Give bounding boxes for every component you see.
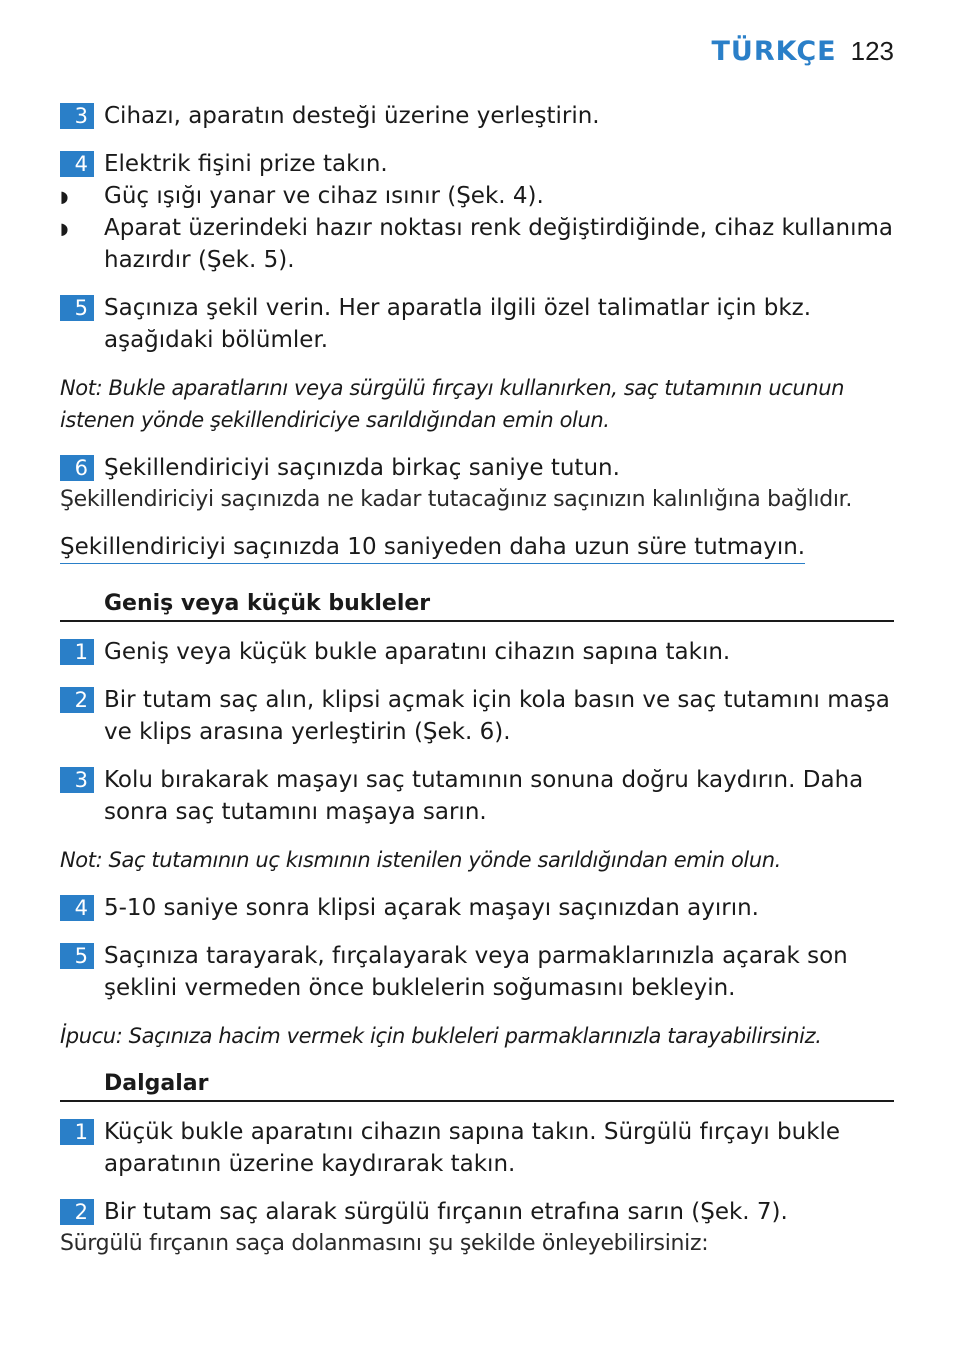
step-item (60, 292, 894, 356)
step-number: 2 (60, 1199, 94, 1225)
step-item (60, 148, 894, 180)
info-text: Sürgülü fırçanın saça dolanmasını şu şekilde önleyebilirsiniz: (60, 1231, 709, 1256)
step-number: 3 (60, 103, 94, 129)
step-item (60, 100, 894, 132)
step-text: Şekillendiriciyi saçınızda birkaç saniye tutun. (104, 455, 620, 481)
step-text: Bir tutam saç alın, klipsi açmak için kola basın ve saç tutamını maşa ve klips arasına yerleştirin (Şek. 6). (104, 687, 890, 745)
step-number: 2 (60, 687, 94, 713)
step-text: Cihazı, aparatın desteği üzerine yerleştirin. (104, 103, 600, 129)
step-item (60, 636, 894, 668)
step-number: 4 (60, 895, 94, 921)
step-item (60, 940, 894, 1004)
result-bullet (60, 180, 894, 212)
step-number: 5 (60, 943, 94, 969)
note-text: Not: Saç tutamının uç kısmının istenilen yönde sarıldığından emin olun. (60, 848, 781, 872)
step-number: 3 (60, 767, 94, 793)
result-bullet (60, 212, 894, 276)
step-text: Elektrik fişini prize takın. (104, 151, 388, 177)
step-item (60, 452, 894, 484)
step-item (60, 684, 894, 748)
language-label: TÜRKÇE (711, 36, 837, 67)
page-header (712, 36, 895, 67)
step-number: 4 (60, 151, 94, 177)
step-number: 1 (60, 1119, 94, 1145)
step-text: Saçınıza tarayarak, fırçalayarak veya parmaklarınızla açarak son şeklini vermeden önce buklelerin soğumasını bekleyin. (104, 943, 848, 1001)
step-text: 5-10 saniye sonra klipsi açarak maşayı saçınızdan ayırın. (104, 895, 759, 921)
step-item (60, 764, 894, 828)
step-item (60, 1196, 894, 1228)
step-item (60, 1116, 894, 1180)
step-text: Bir tutam saç alarak sürgülü fırçanın etrafına sarın (Şek. 7). (104, 1199, 788, 1225)
step-text: Kolu bırakarak maşayı saç tutamının sonuna doğru kaydırın. Daha sonra saç tutamını maşaya sarın. (104, 767, 864, 825)
bullet-text: Güç ışığı yanar ve cihaz ısınır (Şek. 4). (104, 183, 544, 209)
bullet-text: Aparat üzerindeki hazır noktası renk değiştirdiğinde, cihaz kullanıma hazırdır (Şek. 5). (104, 215, 894, 273)
info-text: Şekillendiriciyi saçınızda ne kadar tutacağınız saçınızın kalınlığına bağlıdır. (60, 487, 853, 512)
section-heading: Dalgalar (60, 1068, 894, 1102)
note-text: Not: Bukle aparatlarını veya sürgülü fırçayı kullanırken, saç tutamının ucunun istenen yönde şekillendiriciye sarıldığından emin olun. (60, 376, 845, 432)
tip-text: İpucu: Saçınıza hacim vermek için bukleleri parmaklarınızla tarayabilirsiniz. (60, 1024, 822, 1048)
warning-text: Şekillendiriciyi saçınızda 10 saniyeden daha uzun süre tutmayın. (60, 532, 805, 564)
section-heading: Geniş veya küçük bukleler (60, 588, 894, 622)
page-content (60, 100, 894, 1260)
step-item (60, 892, 894, 924)
step-number: 6 (60, 455, 94, 481)
bullet-icon: ◗ (60, 219, 69, 238)
page-number: 123 (850, 36, 894, 66)
step-text: Saçınıza şekil verin. Her aparatla ilgili özel talimatlar için bkz. aşağıdaki bölümler. (104, 295, 812, 353)
bullet-icon: ◗ (60, 187, 69, 206)
step-number: 1 (60, 639, 94, 665)
step-text: Küçük bukle aparatını cihazın sapına takın. Sürgülü fırçayı bukle aparatının üzerine kaydırarak takın. (104, 1119, 841, 1177)
step-text: Geniş veya küçük bukle aparatını cihazın sapına takın. (104, 639, 731, 665)
step-number: 5 (60, 295, 94, 321)
